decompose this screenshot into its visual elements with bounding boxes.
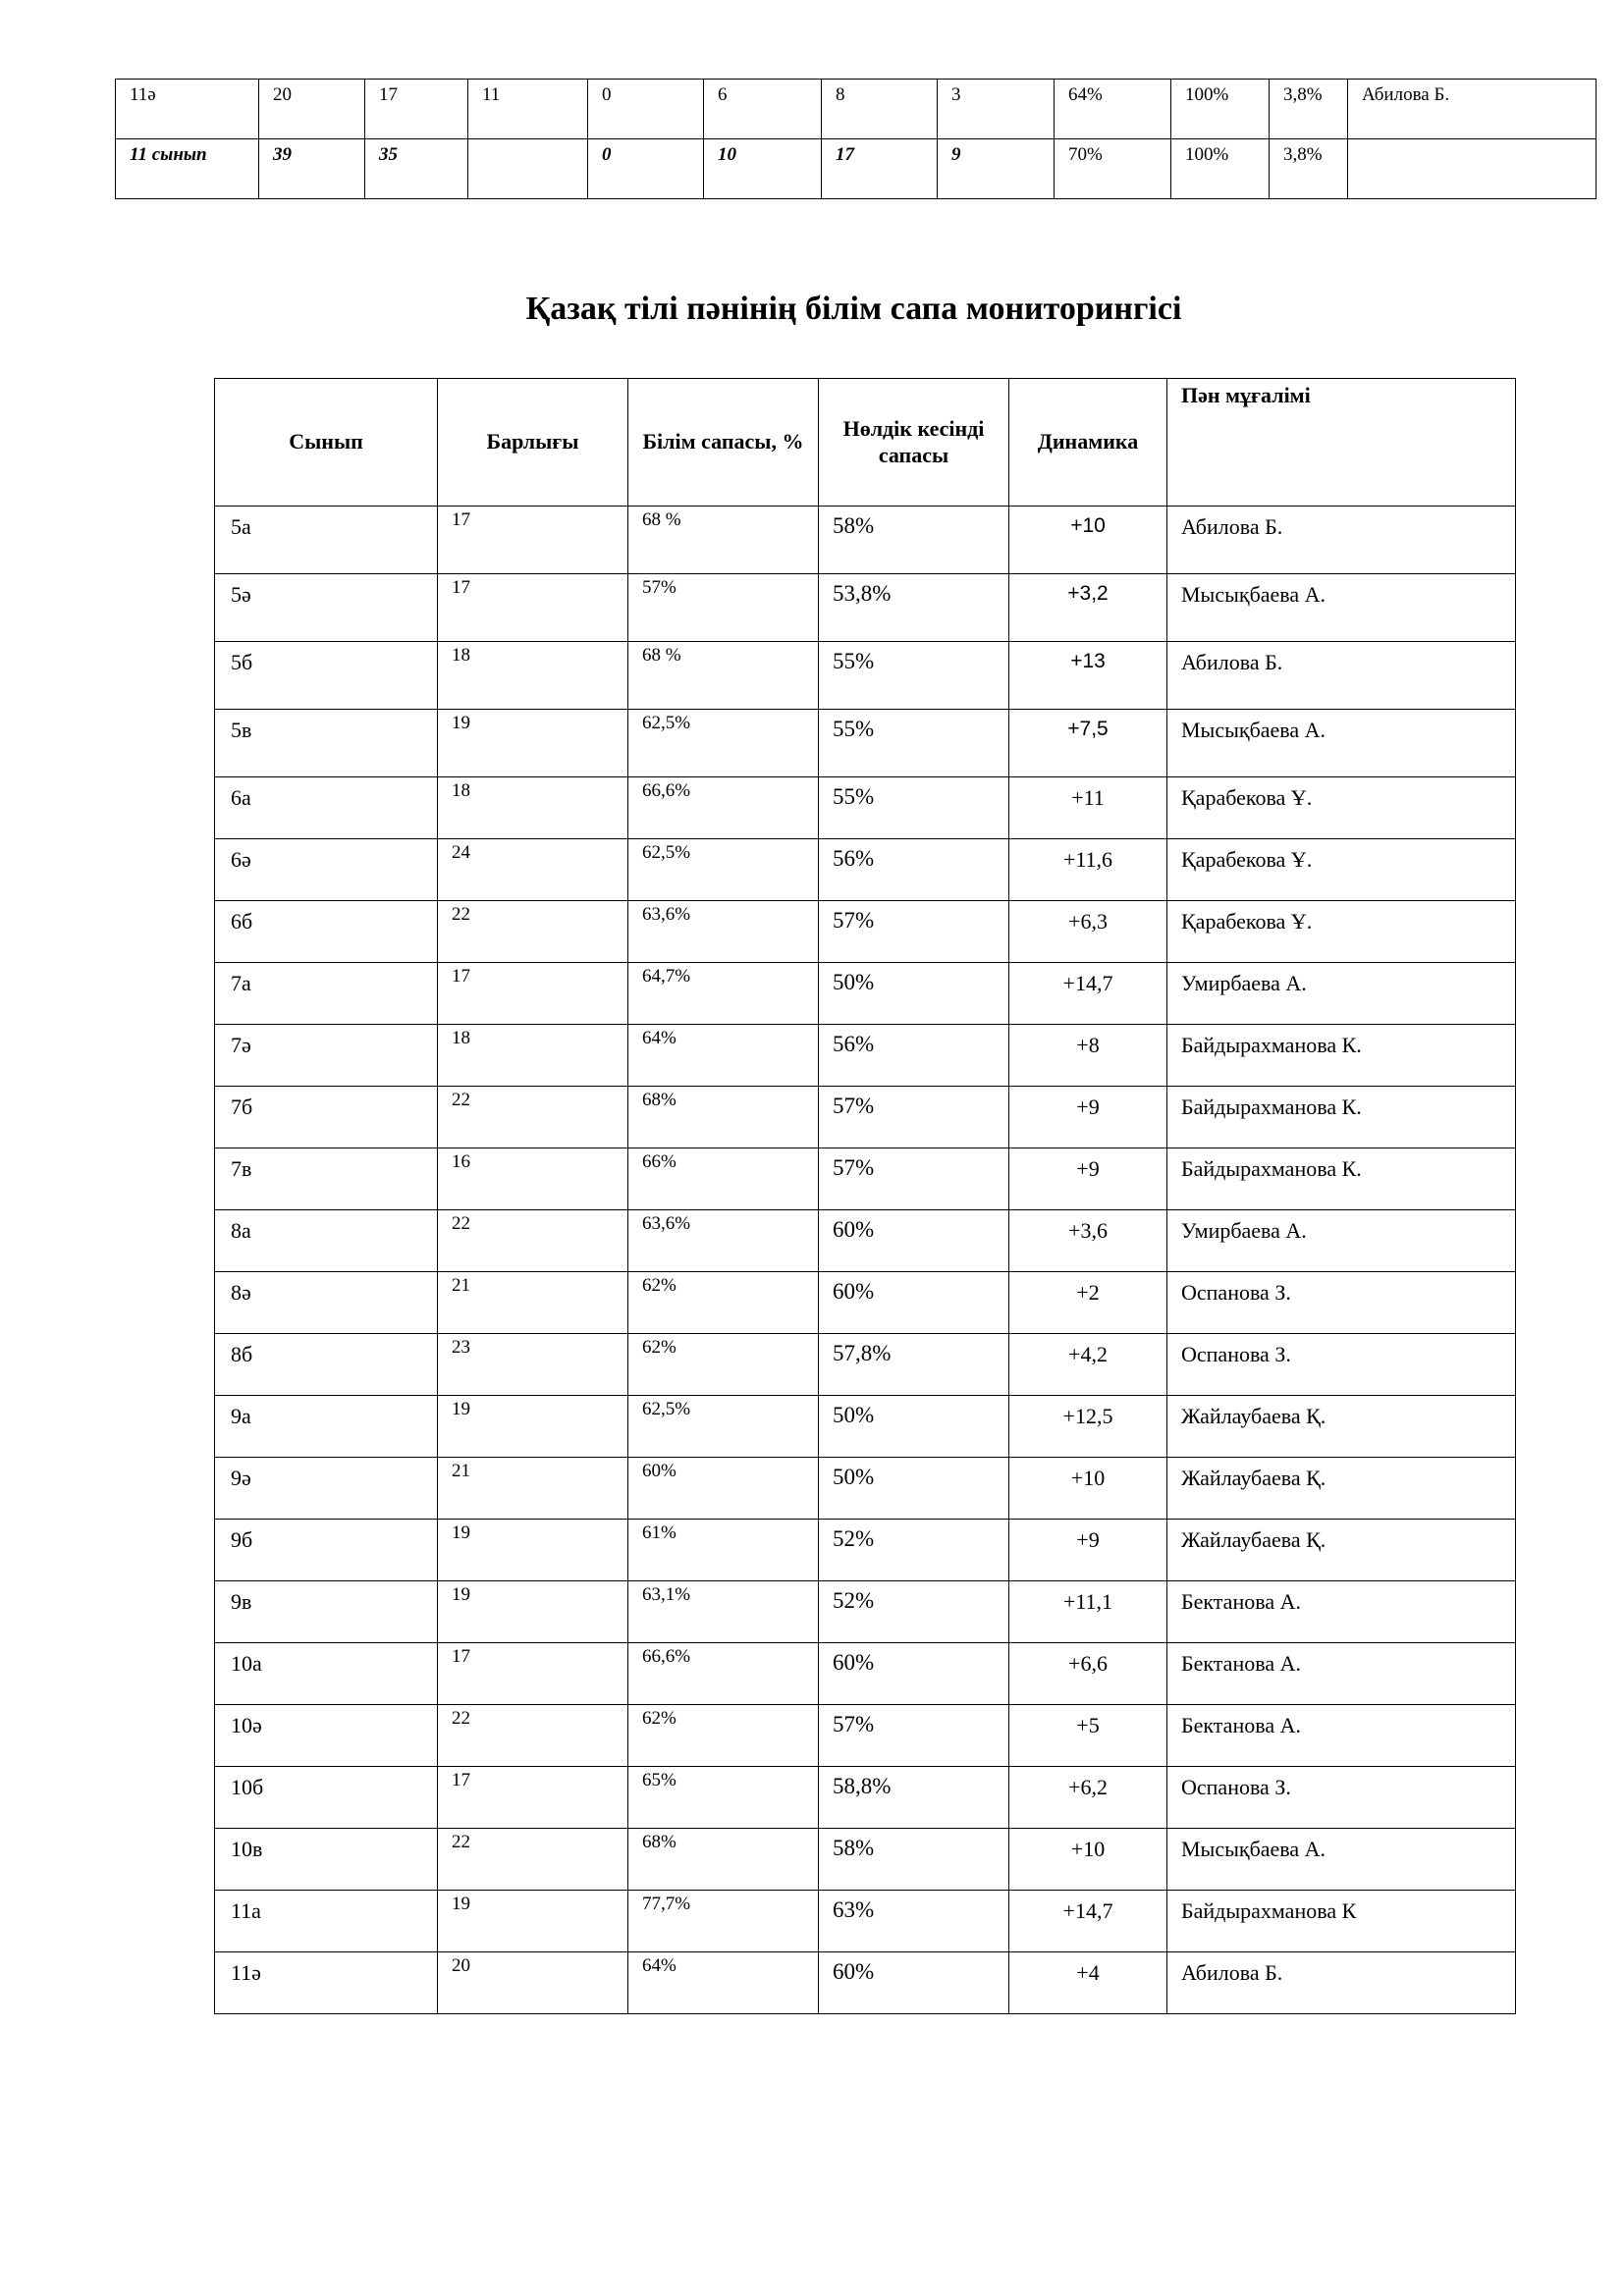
teacher-cell: Бектанова А. <box>1167 1581 1516 1643</box>
quality-cell: 77,7% <box>628 1891 819 1952</box>
class-cell: 5а <box>215 507 438 574</box>
teacher-cell: Оспанова З. <box>1167 1767 1516 1829</box>
table-cell: 70% <box>1055 139 1171 199</box>
table-cell: 39 <box>259 139 365 199</box>
dynamics-cell: +3,6 <box>1009 1210 1167 1272</box>
class-cell: 11ә <box>116 80 259 139</box>
teacher-cell: Жайлаубаева Қ. <box>1167 1520 1516 1581</box>
zero-quality-cell: 60% <box>819 1272 1009 1334</box>
total-cell: 17 <box>438 507 628 574</box>
total-cell: 21 <box>438 1272 628 1334</box>
teacher-cell: Оспанова З. <box>1167 1334 1516 1396</box>
teacher-cell: Оспанова З. <box>1167 1272 1516 1334</box>
table-row <box>116 80 1597 139</box>
previous-subject-table <box>115 79 1597 199</box>
table-cell: 3,8% <box>1270 80 1348 139</box>
table-cell: 11 <box>468 80 588 139</box>
table-row <box>215 1643 1516 1705</box>
quality-cell: 62% <box>628 1272 819 1334</box>
class-cell: 10б <box>215 1767 438 1829</box>
dynamics-cell: +11 <box>1009 777 1167 839</box>
zero-quality-cell: 55% <box>819 777 1009 839</box>
table-cell: 100% <box>1171 139 1270 199</box>
class-cell: 7ә <box>215 1025 438 1087</box>
teacher-cell: Жайлаубаева Қ. <box>1167 1458 1516 1520</box>
total-cell: 16 <box>438 1148 628 1210</box>
zero-quality-cell: 60% <box>819 1210 1009 1272</box>
total-cell: 17 <box>438 963 628 1025</box>
zero-quality-cell: 52% <box>819 1520 1009 1581</box>
teacher-cell: Абилова Б. <box>1348 80 1597 139</box>
table-cell: 100% <box>1171 80 1270 139</box>
zero-quality-cell: 63% <box>819 1891 1009 1952</box>
total-cell: 22 <box>438 1705 628 1767</box>
monitoring-table <box>214 378 1516 2014</box>
table-row <box>215 507 1516 574</box>
teacher-cell: Мысықбаева А. <box>1167 574 1516 642</box>
quality-cell: 57% <box>628 574 819 642</box>
total-cell: 17 <box>438 1643 628 1705</box>
table-row <box>215 1272 1516 1334</box>
table-row <box>215 1952 1516 2014</box>
dynamics-cell: +12,5 <box>1009 1396 1167 1458</box>
zero-quality-cell: 56% <box>819 839 1009 901</box>
table-row <box>215 710 1516 777</box>
total-cell: 18 <box>438 642 628 710</box>
class-cell: 8ә <box>215 1272 438 1334</box>
teacher-cell: Қарабекова Ұ. <box>1167 901 1516 963</box>
quality-cell: 60% <box>628 1458 819 1520</box>
class-cell: 9б <box>215 1520 438 1581</box>
quality-cell: 63,6% <box>628 1210 819 1272</box>
dynamics-cell: +9 <box>1009 1520 1167 1581</box>
class-cell: 11 сынып <box>116 139 259 199</box>
header-total: Барлығы <box>438 379 628 507</box>
teacher-cell: Мысықбаева А. <box>1167 710 1516 777</box>
quality-cell: 63,1% <box>628 1581 819 1643</box>
zero-quality-cell: 56% <box>819 1025 1009 1087</box>
table-row <box>215 1210 1516 1272</box>
class-cell: 5в <box>215 710 438 777</box>
table-header-row <box>215 379 1516 507</box>
teacher-cell: Умирбаева А. <box>1167 1210 1516 1272</box>
table-row <box>215 574 1516 642</box>
quality-cell: 64% <box>628 1952 819 2014</box>
class-cell: 9ә <box>215 1458 438 1520</box>
table-row <box>215 1520 1516 1581</box>
teacher-cell: Умирбаева А. <box>1167 963 1516 1025</box>
quality-cell: 62,5% <box>628 710 819 777</box>
table-cell: 3,8% <box>1270 139 1348 199</box>
dynamics-cell: +2 <box>1009 1272 1167 1334</box>
dynamics-cell: +11,1 <box>1009 1581 1167 1643</box>
total-cell: 22 <box>438 901 628 963</box>
total-cell: 19 <box>438 1581 628 1643</box>
quality-cell: 68% <box>628 1087 819 1148</box>
table-cell: 9 <box>938 139 1055 199</box>
table-cell: 10 <box>704 139 822 199</box>
table-cell: 8 <box>822 80 938 139</box>
quality-cell: 68% <box>628 1829 819 1891</box>
teacher-cell: Байдырахманова К. <box>1167 1087 1516 1148</box>
teacher-cell: Бектанова А. <box>1167 1705 1516 1767</box>
total-cell: 24 <box>438 839 628 901</box>
table-cell: 17 <box>365 80 468 139</box>
teacher-cell: Абилова Б. <box>1167 1952 1516 2014</box>
table-row <box>215 777 1516 839</box>
table-cell: 6 <box>704 80 822 139</box>
teacher-cell <box>1348 139 1597 199</box>
table-body <box>215 507 1516 2014</box>
dynamics-cell: +13 <box>1009 642 1167 710</box>
class-cell: 10в <box>215 1829 438 1891</box>
page-title: Қазақ тілі пәнінің білім сапа мониторингісі <box>525 291 1182 327</box>
table-row <box>215 1458 1516 1520</box>
total-cell: 23 <box>438 1334 628 1396</box>
teacher-cell: Қарабекова Ұ. <box>1167 777 1516 839</box>
zero-quality-cell: 60% <box>819 1952 1009 2014</box>
dynamics-cell: +10 <box>1009 1829 1167 1891</box>
zero-quality-cell: 55% <box>819 642 1009 710</box>
teacher-cell: Байдырахманова К. <box>1167 1025 1516 1087</box>
table-row <box>215 901 1516 963</box>
quality-cell: 68 % <box>628 507 819 574</box>
teacher-cell: Қарабекова Ұ. <box>1167 839 1516 901</box>
table-cell: 20 <box>259 80 365 139</box>
quality-cell: 64% <box>628 1025 819 1087</box>
quality-cell: 62% <box>628 1705 819 1767</box>
zero-quality-cell: 57% <box>819 901 1009 963</box>
table-row <box>215 642 1516 710</box>
zero-quality-cell: 57% <box>819 1087 1009 1148</box>
zero-quality-cell: 60% <box>819 1643 1009 1705</box>
quality-cell: 65% <box>628 1767 819 1829</box>
zero-quality-cell: 58% <box>819 1829 1009 1891</box>
dynamics-cell: +6,2 <box>1009 1767 1167 1829</box>
zero-quality-cell: 50% <box>819 1458 1009 1520</box>
class-cell: 5ә <box>215 574 438 642</box>
total-cell: 22 <box>438 1087 628 1148</box>
total-cell: 21 <box>438 1458 628 1520</box>
header-dynamics: Динамика <box>1009 379 1167 507</box>
table-row <box>215 1334 1516 1396</box>
dynamics-cell: +5 <box>1009 1705 1167 1767</box>
quality-cell: 62,5% <box>628 839 819 901</box>
dynamics-cell: +4 <box>1009 1952 1167 2014</box>
total-cell: 19 <box>438 1891 628 1952</box>
class-cell: 10а <box>215 1643 438 1705</box>
total-cell: 20 <box>438 1952 628 2014</box>
quality-cell: 61% <box>628 1520 819 1581</box>
teacher-cell: Жайлаубаева Қ. <box>1167 1396 1516 1458</box>
header-zero-quality: Нөлдік кесінді сапасы <box>819 379 1009 507</box>
dynamics-cell: +8 <box>1009 1025 1167 1087</box>
table-cell: 17 <box>822 139 938 199</box>
teacher-cell: Абилова Б. <box>1167 507 1516 574</box>
class-cell: 11а <box>215 1891 438 1952</box>
total-cell: 22 <box>438 1210 628 1272</box>
dynamics-cell: +10 <box>1009 1458 1167 1520</box>
teacher-cell: Байдырахманова К <box>1167 1891 1516 1952</box>
zero-quality-cell: 58,8% <box>819 1767 1009 1829</box>
dynamics-cell: +14,7 <box>1009 963 1167 1025</box>
table-row <box>215 1767 1516 1829</box>
table-cell: 0 <box>588 139 704 199</box>
total-cell: 18 <box>438 1025 628 1087</box>
class-cell: 7а <box>215 963 438 1025</box>
dynamics-cell: +11,6 <box>1009 839 1167 901</box>
table-cell: 64% <box>1055 80 1171 139</box>
table-row <box>215 1025 1516 1087</box>
class-cell: 6б <box>215 901 438 963</box>
quality-cell: 62% <box>628 1334 819 1396</box>
quality-cell: 63,6% <box>628 901 819 963</box>
quality-cell: 64,7% <box>628 963 819 1025</box>
zero-quality-cell: 50% <box>819 963 1009 1025</box>
zero-quality-cell: 50% <box>819 1396 1009 1458</box>
class-cell: 9а <box>215 1396 438 1458</box>
zero-quality-cell: 57,8% <box>819 1334 1009 1396</box>
dynamics-cell: +6,3 <box>1009 901 1167 963</box>
teacher-cell: Бектанова А. <box>1167 1643 1516 1705</box>
quality-cell: 62,5% <box>628 1396 819 1458</box>
table-row <box>215 1581 1516 1643</box>
table-row <box>215 839 1516 901</box>
teacher-cell: Абилова Б. <box>1167 642 1516 710</box>
dynamics-cell: +3,2 <box>1009 574 1167 642</box>
dynamics-cell: +6,6 <box>1009 1643 1167 1705</box>
table-row <box>215 1705 1516 1767</box>
table-row <box>215 963 1516 1025</box>
class-cell: 10ә <box>215 1705 438 1767</box>
quality-cell: 68 % <box>628 642 819 710</box>
total-cell: 19 <box>438 1396 628 1458</box>
dynamics-cell: +4,2 <box>1009 1334 1167 1396</box>
class-cell: 5б <box>215 642 438 710</box>
total-cell: 18 <box>438 777 628 839</box>
class-cell: 8а <box>215 1210 438 1272</box>
class-cell: 6ә <box>215 839 438 901</box>
dynamics-cell: +10 <box>1009 507 1167 574</box>
table-row-total <box>116 139 1597 199</box>
header-quality: Білім сапасы, % <box>628 379 819 507</box>
total-cell: 22 <box>438 1829 628 1891</box>
table-row <box>215 1891 1516 1952</box>
quality-cell: 66,6% <box>628 777 819 839</box>
class-cell: 8б <box>215 1334 438 1396</box>
header-class: Сынып <box>215 379 438 507</box>
table-cell: 3 <box>938 80 1055 139</box>
total-cell: 19 <box>438 710 628 777</box>
class-cell: 11ә <box>215 1952 438 2014</box>
zero-quality-cell: 55% <box>819 710 1009 777</box>
dynamics-cell: +14,7 <box>1009 1891 1167 1952</box>
class-cell: 6а <box>215 777 438 839</box>
table-cell: 35 <box>365 139 468 199</box>
table-row <box>215 1148 1516 1210</box>
table-cell: 0 <box>588 80 704 139</box>
table-row <box>215 1829 1516 1891</box>
class-cell: 7в <box>215 1148 438 1210</box>
quality-cell: 66% <box>628 1148 819 1210</box>
total-cell: 17 <box>438 1767 628 1829</box>
zero-quality-cell: 58% <box>819 507 1009 574</box>
header-teacher: Пән мұғалімі <box>1167 379 1516 507</box>
class-cell: 7б <box>215 1087 438 1148</box>
zero-quality-cell: 57% <box>819 1705 1009 1767</box>
dynamics-cell: +9 <box>1009 1148 1167 1210</box>
table-row <box>215 1396 1516 1458</box>
dynamics-cell: +7,5 <box>1009 710 1167 777</box>
zero-quality-cell: 53,8% <box>819 574 1009 642</box>
class-cell: 9в <box>215 1581 438 1643</box>
zero-quality-cell: 57% <box>819 1148 1009 1210</box>
table-row <box>215 1087 1516 1148</box>
zero-quality-cell: 52% <box>819 1581 1009 1643</box>
quality-cell: 66,6% <box>628 1643 819 1705</box>
total-cell: 17 <box>438 574 628 642</box>
table-cell <box>468 139 588 199</box>
dynamics-cell: +9 <box>1009 1087 1167 1148</box>
teacher-cell: Мысықбаева А. <box>1167 1829 1516 1891</box>
total-cell: 19 <box>438 1520 628 1581</box>
teacher-cell: Байдырахманова К. <box>1167 1148 1516 1210</box>
